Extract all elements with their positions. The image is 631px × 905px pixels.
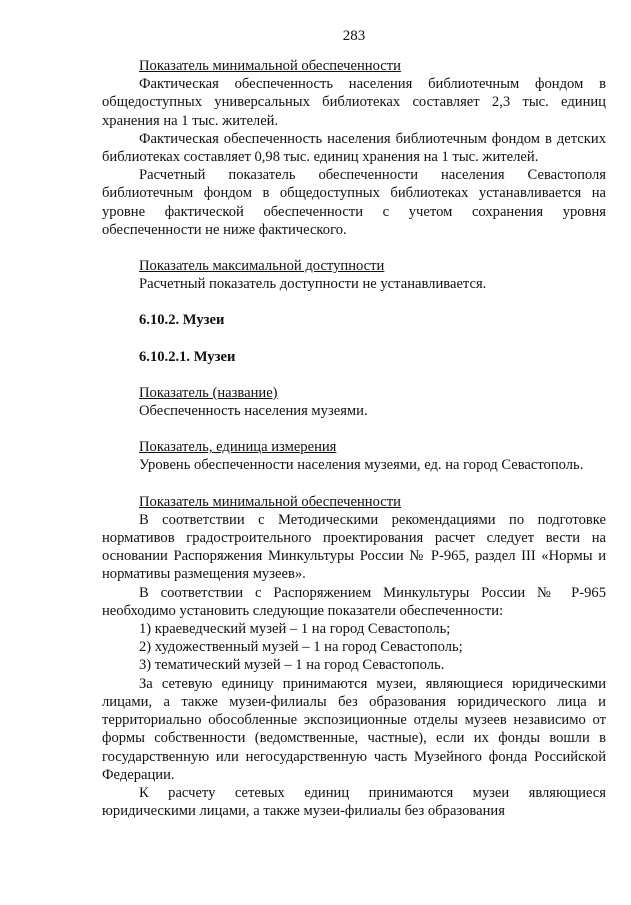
indicator-name-heading: Показатель (название) [139, 384, 278, 401]
paragraph-children-libraries: Фактическая обеспеченность населения библиотечным фондом в детских библиотеках составляет 0,98 тыс. единиц хранения на 1 тыс. жителей. [102, 130, 606, 166]
indicator-unit-heading: Показатель, единица измерения [139, 439, 337, 456]
paragraph-network-calculation: К расчету сетевых единиц принимаются музеи являющиеся юридическими лицами, а также музеи-филиалы без образования [102, 784, 606, 820]
list-item-local-history-museum: 1) краеведческий музей – 1 на город Севастополь; [139, 621, 451, 638]
section-heading-museums: 6.10.2. Музеи [139, 312, 225, 329]
min-provision-heading-2: Показатель минимальной обеспеченности [139, 493, 401, 510]
document-page [102, 28, 606, 820]
indicator-unit-text: Уровень обеспеченности населения музеями, ед. на город Севастополь. [139, 457, 584, 474]
min-provision-heading-1: Показатель минимальной обеспеченности [139, 58, 401, 74]
paragraph-network-unit: За сетевую единицу принимаются музеи, являющиеся юридическими лицами, а также музеи-филиалы без образования юридического лица и территориально обособленные экспозиционные отделы музеев независимо от формы собственности (ведомственные, частные), если их фонды вошли в государственную или негосударственную часть Музейного фонда Российской Федерации. [102, 675, 606, 783]
subsection-heading-museums: 6.10.2.1. Музеи [139, 348, 236, 365]
max-accessibility-heading: Показатель максимальной доступности [139, 258, 385, 275]
list-item-art-museum: 2) художественный музей – 1 на город Севастополь; [139, 639, 463, 656]
paragraph-methodical-recommendations: В соответствии с Методическими рекомендациями по подготовке нормативов градостроительного проектирования расчет следует вести на основании Распоряжения Минкультуры России № Р-965, раздел III «Нормы и нормативы размещения музеев». [102, 511, 606, 583]
paragraph-accessibility: Расчетный показатель доступности не устанавливается. [139, 276, 487, 293]
page-number: 283 [342, 28, 366, 44]
list-item-thematic-museum: 3) тематический музей – 1 на город Севастополь. [139, 657, 445, 674]
paragraph-order-r965: В соответствии с Распоряжением Минкультуры России № Р-965 необходимо установить следующие показатели обеспеченности: [102, 584, 606, 619]
indicator-name-text: Обеспеченность населения музеями. [139, 403, 368, 420]
paragraph-calculated-indicator: Расчетный показатель обеспеченности населения Севастополя библиотечным фондом в общедоступных библиотеках устанавливается на уровне фактической обеспеченности с учетом сохранения уровня обеспеченности не ниже фактического. [102, 167, 606, 238]
paragraph-universal-libraries: Фактическая обеспеченность населения библиотечным фондом в общедоступных универсальных библиотеках составляет 2,3 тыс. единиц хранения на 1 тыс. жителей. [102, 76, 606, 129]
